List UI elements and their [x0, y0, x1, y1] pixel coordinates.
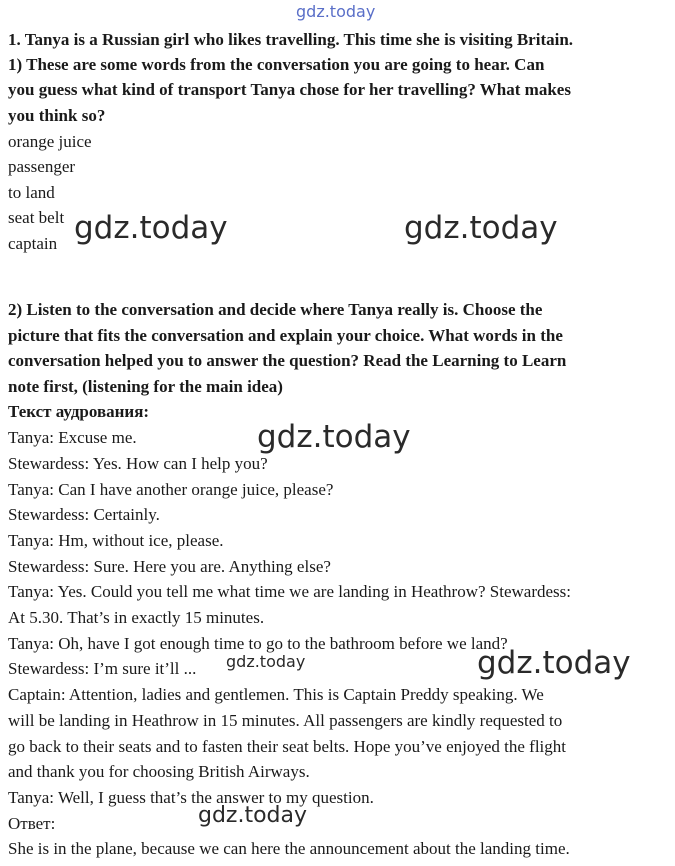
watermark: gdz.today — [477, 645, 631, 681]
transcript-line: Tanya: Hm, without ice, please. — [8, 531, 224, 550]
transcript-line: go back to their seats and to fasten their seat belts. Hope you’ve enjoyed the flight — [8, 737, 567, 756]
watermark: gdz.today — [404, 210, 558, 246]
word-item: to land — [8, 183, 55, 202]
transcript-line: Tanya: Excuse me. — [8, 428, 137, 447]
watermark: gdz.today — [198, 803, 308, 828]
answer-text: She is in the plane, because we can here the announcement about the landing time. — [8, 839, 570, 858]
question-2-line: 2) Listen to the conversation and decide where Tanya really is. Choose the — [8, 300, 543, 319]
watermark: gdz.today — [74, 210, 228, 246]
word-item: orange juice — [8, 132, 92, 151]
watermark: gdz.today — [226, 652, 306, 671]
transcript-line: Stewardess: Sure. Here you are. Anything else? — [8, 557, 331, 576]
question-1-line: you guess what kind of transport Tanya chose for her travelling? What makes — [8, 80, 571, 99]
transcript-heading: Текст аудрования: — [8, 402, 150, 421]
transcript-line: will be landing in Heathrow in 15 minutes. All passengers are kindly requested to — [8, 711, 563, 730]
transcript-line: Stewardess: I’m sure it’ll ... — [8, 659, 197, 678]
watermark-top: gdz.today — [296, 2, 376, 21]
transcript-line: Stewardess: Certainly. — [8, 505, 160, 524]
word-item: passenger — [8, 157, 76, 176]
transcript-line: Captain: Attention, ladies and gentlemen. This is Captain Preddy speaking. We — [8, 685, 544, 704]
question-2-line: note first, (listening for the main idea) — [8, 377, 283, 396]
transcript-line: Stewardess: Yes. How can I help you? — [8, 454, 268, 473]
word-item: captain — [8, 234, 58, 253]
transcript-line: and thank you for choosing British Airways. — [8, 762, 310, 781]
task-heading: 1. Tanya is a Russian girl who likes travelling. This time she is visiting Britain. — [8, 30, 574, 49]
watermark: gdz.today — [257, 419, 411, 455]
question-1-line: you think so? — [8, 106, 106, 125]
answer-label: Ответ: — [8, 814, 56, 833]
transcript-line: Tanya: Oh, have I got enough time to go to the bathroom before we land? — [8, 634, 508, 653]
question-2-line: picture that fits the conversation and explain your choice. What words in the — [8, 326, 563, 345]
transcript-line: At 5.30. That’s in exactly 15 minutes. — [8, 608, 265, 627]
question-2-line: conversation helped you to answer the question? Read the Learning to Learn — [8, 351, 567, 370]
transcript-line: Tanya: Well, I guess that’s the answer to my question. — [8, 788, 374, 807]
transcript-line: Tanya: Yes. Could you tell me what time we are landing in Heathrow? Stewardess: — [8, 582, 571, 601]
question-1-line: 1) These are some words from the conversation you are going to hear. Can — [8, 55, 545, 74]
transcript-line: Tanya: Can I have another orange juice, please? — [8, 480, 334, 499]
word-item: seat belt — [8, 208, 65, 227]
